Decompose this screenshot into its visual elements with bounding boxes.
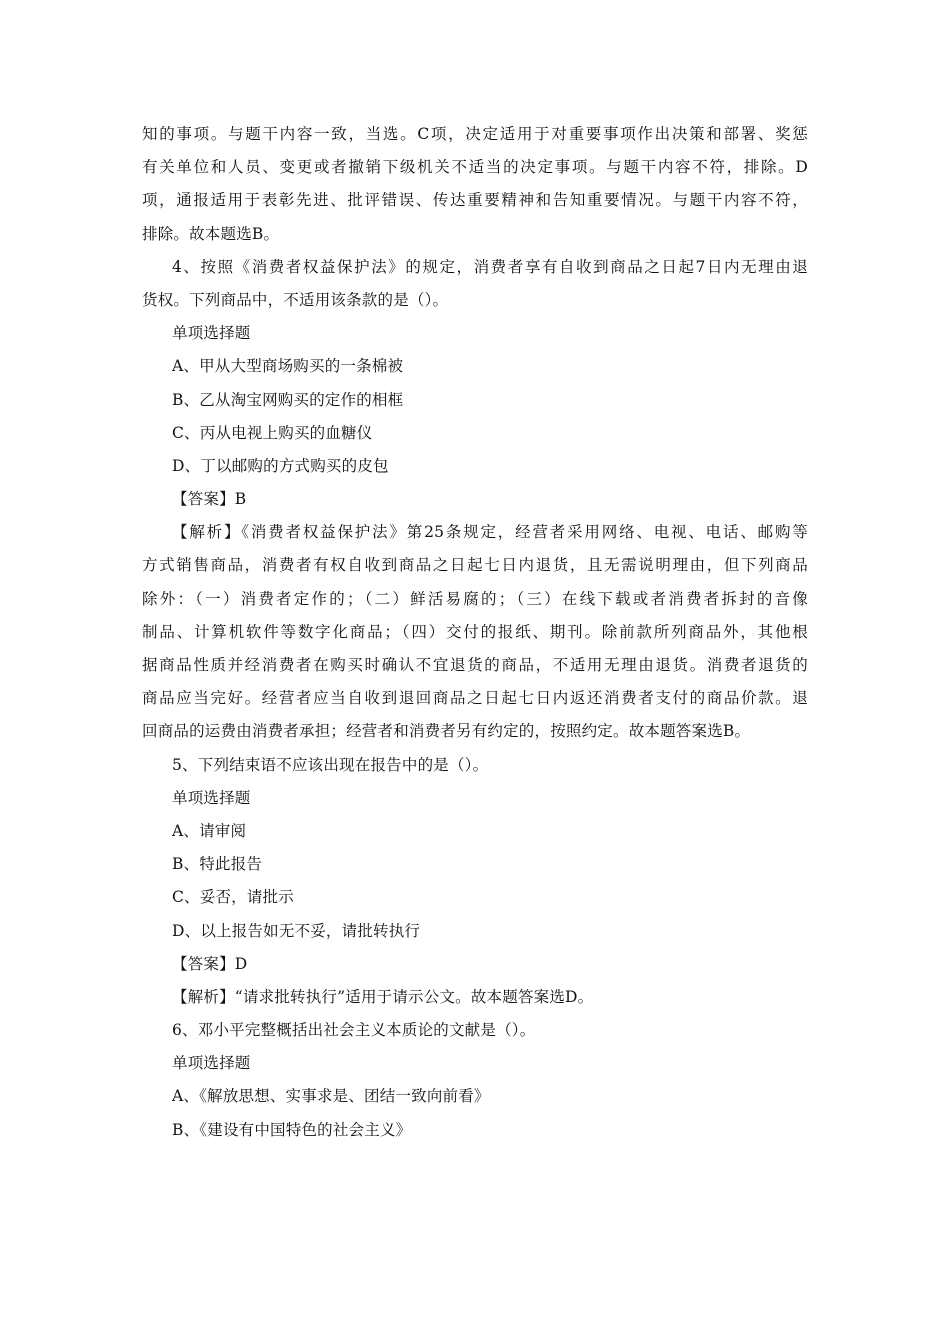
text-line: C、妥否，请批示 <box>172 888 294 907</box>
text-line: D、丁以邮购的方式购买的皮包 <box>172 456 389 475</box>
text-line: 4、按照《消费者权益保护法》的规定，消费者享有自收到商品之日起7日内无理由退 <box>172 257 808 276</box>
text-line: D、以上报告如无不妥，请批转执行 <box>172 921 421 940</box>
document-body <box>142 118 808 1147</box>
text-line: 【解析】《消费者权益保护法》第25条规定，经营者采用网络、电视、电话、邮购等 <box>172 523 808 542</box>
text-line: 【解析】“请求批转执行”适用于请示公文。故本题答案选D。 <box>172 987 594 1006</box>
text-line: 【答案】B <box>172 490 247 509</box>
text-line: 方式销售商品，消费者有权自收到商品之日起七日内退货，且无需说明理由，但下列商品 <box>142 556 808 575</box>
text-line: 单项选择题 <box>172 788 251 807</box>
text-line: 制品、计算机软件等数字化商品；（四）交付的报纸、期刊。除前款所列商品外，其他根 <box>142 622 808 641</box>
text-line: 5、下列结束语不应该出现在报告中的是（）。 <box>172 755 489 774</box>
text-line: A、请审阅 <box>172 821 247 840</box>
text-line: 有关单位和人员、变更或者撤销下级机关不适当的决定事项。与题干内容不符，排除。D <box>142 158 808 177</box>
text-line: B、乙从淘宝网购买的定作的相框 <box>172 390 404 409</box>
text-line: 单项选择题 <box>172 324 251 343</box>
text-line: 排除。故本题选B。 <box>142 224 280 243</box>
text-line: A、《解放思想、实事求是、团结一致向前看》 <box>172 1087 490 1106</box>
text-line: 商品应当完好。经营者应当自收到退回商品之日起七日内返还消费者支付的商品价款。退 <box>142 689 808 708</box>
text-line: 回商品的运费由消费者承担；经营者和消费者另有约定的，按照约定。故本题答案选B。 <box>142 722 751 741</box>
text-line: B、《建设有中国特色的社会主义》 <box>172 1120 412 1139</box>
text-line: 项，通报适用于表彰先进、批评错误、传达重要精神和告知重要情况。与题干内容不符， <box>142 191 808 210</box>
text-line: 6、邓小平完整概括出社会主义本质论的文献是（）。 <box>172 1021 536 1040</box>
text-line: 单项选择题 <box>172 1054 251 1073</box>
text-line: 知的事项。与题干内容一致，当选。C项，决定适用于对重要事项作出决策和部署、奖惩 <box>142 125 808 143</box>
text-line: 【答案】D <box>172 954 248 973</box>
text-line: 除外：（一）消费者定作的；（二）鲜活易腐的；（三）在线下载或者消费者拆封的音像 <box>142 589 808 608</box>
text-line: A、甲从大型商场购买的一条棉被 <box>172 357 404 376</box>
text-line: 据商品性质并经消费者在购买时确认不宜退货的商品，不适用无理由退货。消费者退货的 <box>142 656 808 674</box>
text-line: B、特此报告 <box>172 855 263 874</box>
text-line: C、丙从电视上购买的血糖仪 <box>172 423 373 442</box>
text-line: 货权。下列商品中，不适用该条款的是（）。 <box>142 290 449 309</box>
